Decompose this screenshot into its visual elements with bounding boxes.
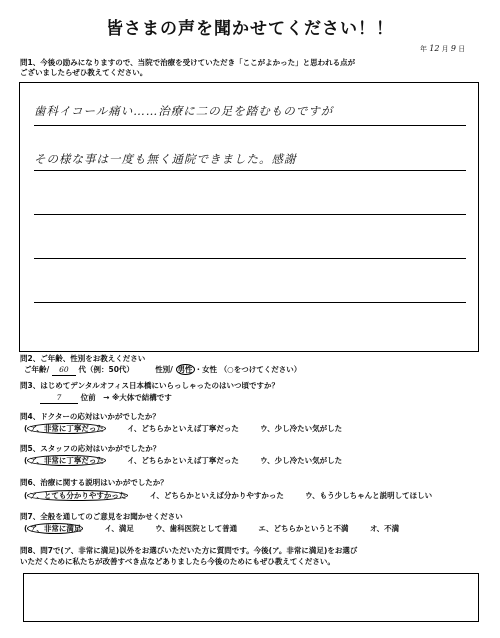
q2-age-suffix: 代（例：50代） <box>78 365 134 374</box>
date-month-value: 12 <box>429 44 440 53</box>
q4-option-c[interactable]: ウ、少し冷たい気がした <box>260 424 343 433</box>
q6-title: 問6、治療に関する説明はいかがでしたか？ <box>20 478 168 487</box>
q1-handwritten-line1: 歯科イコール痛い……治療に二の足を踏むものですが <box>34 104 334 118</box>
q3-suffix: 位前 → ※大体で結構です <box>80 393 172 402</box>
q4-options <box>24 423 342 434</box>
q6-option-a-open: ( <box>24 491 28 500</box>
q4-option-a-circled[interactable]: ア、非常に丁寧だった <box>29 424 104 433</box>
q5-option-a-circled[interactable]: ア、非常に丁寧だった <box>29 456 104 465</box>
answer-rule <box>34 302 466 303</box>
q6-option-c[interactable]: ウ、もう少しちゃんと説明してほしい <box>305 491 433 500</box>
q1-answer-box[interactable] <box>19 82 479 352</box>
q2-age-value[interactable]: 60 <box>52 365 76 376</box>
q7-option-a-open: ( <box>24 524 28 533</box>
answer-rule <box>34 214 466 215</box>
q2-gender-female[interactable]: 女性 <box>202 365 218 374</box>
q2-age-label: ご年齢/ <box>24 365 50 374</box>
date-field <box>420 44 465 54</box>
q8-text-line2: いただくために私たちが改善すべき点などありましたら今後のためにもぜひ教えてください。 <box>20 557 335 566</box>
q7-option-a-circled[interactable]: ア、非常に満足 <box>29 524 82 533</box>
q3-value[interactable]: 7 <box>40 393 78 404</box>
q1-text-line2: ございましたらぜひ教えてください。 <box>20 68 148 77</box>
q2-gender-label: 性別/ <box>155 365 173 374</box>
q5-title: 問5、スタッフの応対はいかがでしたか？ <box>20 444 161 453</box>
date-year-label: 年 <box>420 45 427 53</box>
q7-option-d[interactable]: エ、どちらかというと不満 <box>258 524 349 533</box>
q2-title: 問2、ご年齢、性別をお教えください <box>20 354 146 363</box>
q5-option-a-open: ( <box>24 456 28 465</box>
survey-title: 皆さまの声を聞かせてください！！ <box>106 19 394 39</box>
q2-answer-row <box>24 364 301 376</box>
q3-title: 問3、はじめてデンタルオフィス日本橋にいらっしゃったのはいつ頃ですか？ <box>20 381 279 390</box>
q6-option-a-circled[interactable]: ア、とても分かりやすかった <box>29 491 127 500</box>
q4-title: 問4、ドクターの応対はいかがでしたか？ <box>20 412 160 421</box>
answer-rule <box>34 125 466 126</box>
q3-answer-row <box>40 393 172 404</box>
q2-gender-note: （○をつけてください） <box>219 365 302 374</box>
answer-rule <box>34 258 466 259</box>
q6-option-b[interactable]: イ、どちらかといえば分かりやすかった <box>149 491 284 500</box>
date-day-label: 日 <box>458 45 466 53</box>
q7-option-c[interactable]: ウ、歯科医院として普通 <box>155 524 238 533</box>
date-day-value: 9 <box>450 44 456 53</box>
date-month-label: 月 <box>441 45 449 53</box>
q8-answer-box[interactable] <box>23 573 479 622</box>
q8-text-line1: 問8、問7で(ア、非常に満足)以外をお選びいただいた方に質問です。今後(ア。非常に満足)をお選び <box>20 546 358 555</box>
q6-options <box>24 490 432 501</box>
q5-option-c[interactable]: ウ、少し冷たい気がした <box>260 456 343 465</box>
q1-text-line1: 問1、今後の励みになりますので、当院で治療を受けていただき「ここがよかった」と思われる点が <box>20 58 356 67</box>
q1-handwritten-line2: その様な事は一度も無く通院できました。感謝 <box>34 152 297 166</box>
q2-gender-male-circled[interactable]: 男性 <box>177 365 193 374</box>
q7-options <box>24 523 399 534</box>
q7-option-b[interactable]: イ、満足 <box>104 524 134 533</box>
q4-option-a-open: ( <box>24 424 28 433</box>
q5-options <box>24 455 342 466</box>
q7-option-e[interactable]: オ、不満 <box>369 524 400 533</box>
answer-rule <box>34 170 466 171</box>
q7-title: 問7、全般を通してのご意見をお聞かせください <box>20 512 183 521</box>
q4-option-b[interactable]: イ、どちらかといえば丁寧だった <box>127 424 239 433</box>
q5-option-b[interactable]: イ、どちらかといえば丁寧だった <box>127 456 239 465</box>
q2-gender-separator: ・ <box>194 365 203 374</box>
